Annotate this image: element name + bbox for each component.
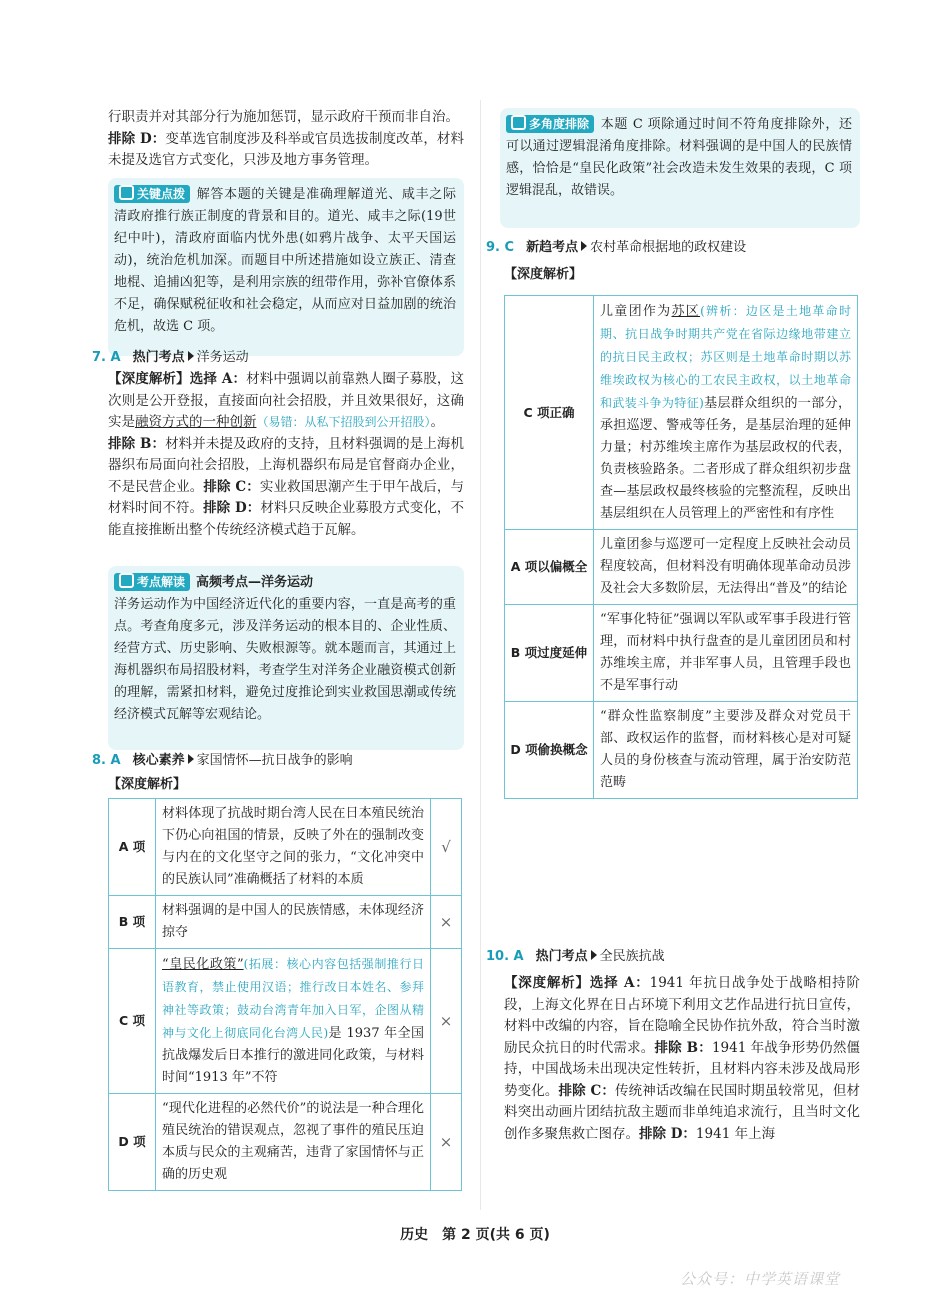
exam-point-box: 考点解读 高频考点—洋务运动 洋务运动作为中国经济近代化的重要内容，一直是高考的重点。考查角度多元，涉及洋务运动的根本目的、企业性质、经营方式、历史影响、失败根源等。就本题而言，其通过上海机器织布局招股材料，考查学生对洋务企业融资模式创新的理解，需紧扣材料，避免过度推论到实业救国思潮或传统经济模式瓦解等宏观结论。 (108, 566, 464, 750)
q10-header: 10. A 热门考点 全民族抗战 (486, 949, 665, 964)
q9-header: 9. C 新趋考点 农村革命根据地的政权建设 (486, 240, 747, 255)
page-footer: 历史 第 2 页(共 6 页) (400, 1227, 550, 1243)
exam-point-badge: 考点解读 (114, 573, 190, 591)
table-row: B 项 材料强调的是中国人的民族情感，未体现经济掠夺 × (109, 896, 462, 949)
q9-table (504, 295, 858, 799)
q7-header: 7. A 热门考点 洋务运动 (92, 350, 249, 365)
q7-analysis: 【深度解析】选择 A：材料中强调以前靠熟人圈子募股，这次则是公开登报，直接面向社会招股，并且效果很好，这确实是融资方式的一种创新（易错：从私下招股到公开招股）。 排除 B：材料并未提及政府的支持，且材料强调的是上海机器织布局面向社会招股，上海机器织布局是官督商办企业，不是民营企业。排除 C：实业救国思潮产生于甲午战后，与材料时间不符。排除 D：材料只反映企业募股方式变化，不能直接推断出整个传统经济模式趋于瓦解。 (108, 371, 464, 538)
table-row: D 项 “现代化进程的必然代价”的说法是一种合理化殖民统治的错误观点，忽视了事件的殖民压迫本质与民众的主观痛苦，违背了家国情怀与正确的历史观 × (109, 1094, 462, 1191)
key-point-box: 关键点拨 解答本题的关键是准确理解道光、咸丰之际清政府推行族正制度的背景和目的。道光、咸丰之际(19世纪中叶)，清政府面临内忧外患(如鸦片战争、太平天国运动)，统治危机加深。而题目中所述措施如设立族正、清查地棍、追捕凶犯等，是利用宗族的纽带作用，弥补官僚体系不足，确保赋税征收和社会稳定，从而应对日益加剧的统治危机，故选 C 项。 (108, 178, 464, 356)
check-mark-icon: √ (431, 799, 462, 896)
light-bulb-icon (119, 573, 134, 588)
column-divider (480, 100, 481, 1210)
table-row: A 项以偏概全 儿童团参与巡逻可一定程度上反映社会动员程度较高，但材料没有明确体现革命动员涉及社会大多数阶层，无法得出“普及”的结论 (505, 530, 858, 605)
table-row: B 项过度延伸 “军事化特征”强调以军队或军事手段进行管理，而材料中执行盘查的是儿童团团员和村苏维埃主席，并非军事人员，且管理手段也不是军事行动 (505, 605, 858, 702)
table-row: C 项正确 儿童团作为苏区(辨析：边区是土地革命时期、抗日战争时期共产党在省际边缘地带建立的抗日民主政权；苏区则是土地革命时期以苏维埃政权为核心的工农民主政权，以土地革命和武装斗争为特征)基层群众组织的一部分，承担巡逻、警戒等任务，是基层治理的延伸力量；村苏维埃主席作为基层政权的代表，负责核验路条。二者形成了群众组织初步盘查—基层政权最终核验的完整流程，反映出基层组织在人员管理上的严密性和有序性 (505, 296, 858, 530)
arrow-icon (188, 351, 194, 361)
cross-mark-icon: × (431, 949, 462, 1094)
q8-table (108, 798, 462, 1191)
arrow-icon (591, 950, 597, 960)
multi-angle-box: 多角度排除 本题 C 项除通过时间不符角度排除外，还可以通过逻辑混淆角度排除。材料强调的是中国人的民族情感，恰恰是“皇民化政策”社会改造未发生效果的表现，C 项逻辑混乱，故错误。 (500, 108, 860, 228)
cross-mark-icon: × (431, 896, 462, 949)
arrow-icon (581, 241, 587, 251)
q8-header: 8. A 核心素养 家国情怀—抗日战争的影响 (92, 753, 353, 768)
multi-angle-badge: 多角度排除 (506, 115, 594, 133)
q9-analysis-label: 【深度解析】 (504, 267, 583, 282)
light-bulb-icon (511, 115, 526, 130)
q8-analysis-label: 【深度解析】 (108, 777, 187, 792)
q10-analysis: 【深度解析】选择 A：1941 年抗日战争处于战略相持阶段，上海文化界在日占环境下利用文艺作品进行抗日宣传，材料中改编的内容，旨在隐喻全民协作抗外敌，符合当时激励民众抗日的时代需求。排除 B：1941 年战争形势仍然僵持，中国战场未出现决定性转折，且材料内容未涉及战局形势变化。排除 C：传统神话改编在民国时期虽较常见，但材料突出动画片团结抗敌主题而非单纯追求流行，且当时文化创作多聚焦救亡图存。排除 D：1941 年上海 (504, 975, 860, 1142)
table-row: D 项偷换概念 “群众性监察制度”主要涉及群众对党员干部、政权运作的监督，而材料核心是对可疑人员的身份核查与流动管理，属于治安防范范畴 (505, 702, 858, 799)
key-point-badge: 关键点拨 (114, 185, 190, 203)
watermark: 公众号：中学英语课堂 (680, 1270, 841, 1288)
table-row: A 项 材料体现了抗战时期台湾人民在日本殖民统治下仍心向祖国的情景，反映了外在的强制改变与内在的文化坚守之间的张力，“文化冲突中的民族认同”准确概括了材料的本质 √ (109, 799, 462, 896)
intro-paragraph: 行职责并对其部分行为施加惩罚，显示政府干预而非自治。 排除 D：变革选官制度涉及科举或官员选拔制度改革，材料未提及选官方式变化，只涉及地方事务管理。 (108, 109, 464, 168)
light-bulb-icon (119, 185, 134, 200)
arrow-icon (188, 754, 194, 764)
table-row: C 项 “皇民化政策”(拓展：核心内容包括强制推行日语教育，禁止使用汉语；推行改日本姓名、参拜神社等政策；鼓动台湾青年加入日军，企图从精神与文化上彻底同化台湾人民)是 1937 年全国抗战爆发后日本推行的激进同化政策，与材料时间“1913 年”不符 × (109, 949, 462, 1094)
cross-mark-icon: × (431, 1094, 462, 1191)
